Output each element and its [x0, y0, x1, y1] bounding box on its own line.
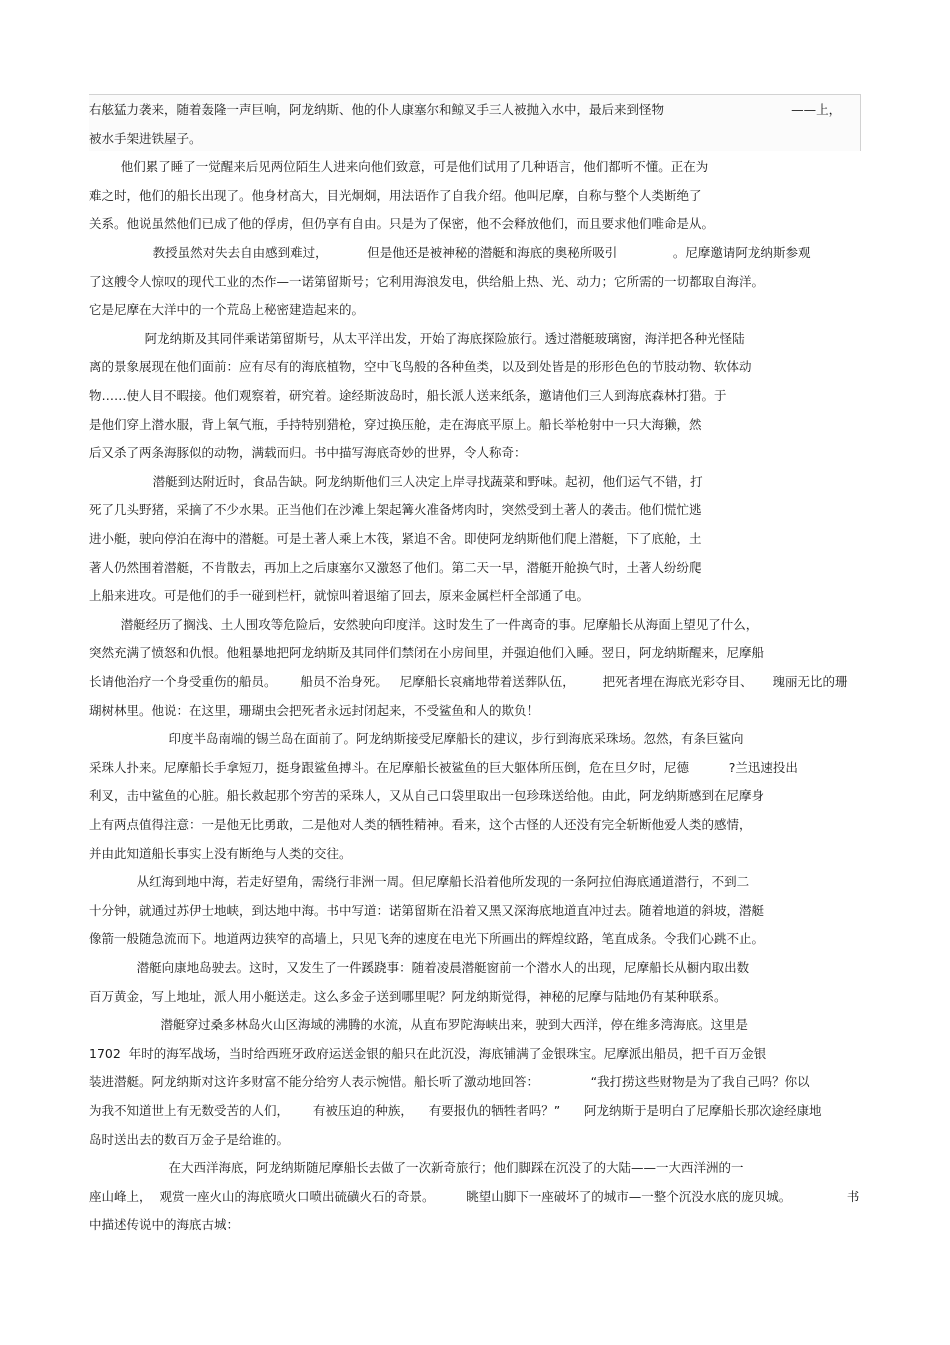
text-line: 岛时送出去的数百万金子是给谁的。: [89, 1131, 290, 1147]
text-line: 死了几头野猪，采摘了不少水果。正当他们在沙滩上架起篝火准备烤肉时，突然受到土著人的袭击。他们慌忙逃: [89, 502, 702, 518]
text-line: 物……使人目不暇接。他们观察着，研究着。途经斯波岛时，船长派人送来纸条，邀请他们三人到海底森林打猎。于: [89, 388, 727, 403]
text-line: 教授虽然对失去自由感到难过， 但是他还是被神秘的潜艇和海底的奥秘所吸引 。尼摩邀请阿龙纳斯参观: [89, 245, 811, 260]
text-line: 中描述传说中的海底古城：: [89, 1217, 240, 1233]
text-line: 并由此知道船长事实上没有断绝与人类的交往。: [89, 845, 352, 861]
text-line: 是他们穿上潜水服，背上氧气瓶，手持特别猎枪，穿过换压舱，走在海底平原上。船长举枪射中一只大海獭，然: [89, 416, 702, 432]
text-line: 了这艘令人惊叹的现代工业的杰作—一诺第留斯号；它利用海浪发电，供给船上热、光、动力；它所需的一切都取自海洋。: [89, 273, 765, 289]
text-line: 上有两点值得注意：一是他无比勇敢，二是他对人类的牺牲精神。看来，这个古怪的人还没有完全斩断他爱人类的感情，: [89, 817, 752, 832]
text-line: 从红海到地中海，若走好望角，需绕行非洲一周。但尼摩船长沿着他所发现的一条阿拉伯海底通道潜行，不到二: [89, 874, 750, 890]
text-line: 像箭一般随急流而下。地道两边狭窄的高墙上，只见飞奔的速度在电光下所画出的辉煌纹路，笔直成条。令我们心跳不止。: [89, 931, 765, 947]
text-line: 离的景象展现在他们面前：应有尽有的海底植物，空中飞鸟般的各种鱼类，以及到处皆是的形形色色的节肢动物、软体动: [89, 359, 752, 375]
text-line: 长请他治疗一个身受重伤的船员。 船员不治身死。 尼摩船长哀痛地带着送葬队伍， 把死者埋在海底光彩夺目、 瑰丽无比的珊: [89, 674, 848, 689]
text-line: 1702 年时的海军战场，当时给西班牙政府运送金银的船只在此沉没，海底铺满了金银珠宝。尼摩派出船员，把千百万金银: [89, 1045, 767, 1061]
text-line: 关系。他说虽然他们已成了他的俘虏，但仍享有自由。只是为了保密，他不会释放他们，而且要求他们唯命是从。: [89, 216, 715, 232]
text-line: 潜艇到达附近时，食品告缺。阿龙纳斯他们三人决定上岸寻找蔬菜和野味。起初，他们运气不错，打: [89, 473, 703, 489]
text-line: 上船来进攻。可是他们的手一碰到栏杆，就惊叫着退缩了回去，原来金属栏杆全部通了电。: [89, 588, 590, 604]
text-line: 百万黄金，写上地址，派人用小艇送走。这么多金子送到哪里呢？阿龙纳斯觉得，神秘的尼摩与陆地仍有某种联系。: [89, 988, 727, 1004]
text-line: 利叉，击中鲨鱼的心脏。船长救起那个穷苦的采珠人，又从自己口袋里取出一包珍珠送给他。由此，阿龙纳斯感到在尼摩身: [89, 788, 765, 804]
text-line: 潜艇穿过桑多林岛火山区海域的沸腾的水流，从直布罗陀海峡出来，驶到大西洋，停在维多湾海底。这里是: [89, 1017, 749, 1033]
text-line: 瑚树林里。他说：在这里，珊瑚虫会把死者永远封闭起来，不受鲨鱼和人的欺负！: [89, 702, 540, 718]
text-line: 座山峰上， 观赏一座火山的海底喷火口喷出硫磺火石的奇景。 眺望山脚下一座破坏了的城市—一整个沉没水底的庞贝城。 书: [89, 1188, 860, 1204]
text-line: 采珠人扑来。尼摩船长手拿短刀，挺身跟鲨鱼搏斗。在尼摩船长被鲨鱼的巨大躯体所压倒，危在旦夕时，尼德 ?兰迅速投出: [89, 759, 798, 775]
text-line: 阿龙纳斯及其同伴乘诺第留斯号，从太平洋出发，开始了海底探险旅行。透过潜艇玻璃窗，海洋把各种光怪陆: [89, 330, 745, 346]
text-line: 后又杀了两条海豚似的动物，满载而归。书中描写海底奇妙的世界，令人称奇：: [89, 445, 527, 461]
text-line: 潜艇向康地岛驶去。这时，又发生了一件蹊跷事：随着凌晨潜艇窗前一个潜水人的出现，尼摩船长从橱内取出数: [89, 960, 750, 975]
text-line: 突然充满了愤怒和仇恨。他粗暴地把阿龙纳斯及其同伴们禁闭在小房间里，并强迫他们入睡。翌日，阿龙纳斯醒来，尼摩船: [89, 645, 765, 661]
text-line: 十分钟，就通过苏伊士地峡，到达地中海。书中写道：诺第留斯在沿着又黑又深海底地道直冲过去。随着地道的斜坡，潜艇: [89, 902, 765, 918]
text-line: 在大西洋海底，阿龙纳斯随尼摩船长去做了一次新奇旅行；他们脚踩在沉没了的大陆——一大西洋洲的一: [89, 1160, 744, 1176]
text-line: 他们累了睡了一觉醒来后见两位陌生人进来向他们致意，可是他们试用了几种语言，他们都听不懂。正在为: [89, 159, 709, 175]
text-line: 难之时，他们的船长出现了。他身材高大，目光炯炯，用法语作了自我介绍。他叫尼摩，自称与整个人类断绝了: [89, 187, 702, 203]
text-line: 被水手架进铁屋子。: [89, 130, 202, 146]
text-line: 为我不知道世上有无数受苦的人们， 有被压迫的种族， 有要报仇的牺牲者吗？” 阿龙纳斯于是明白了尼摩船长那次途经康地: [89, 1103, 822, 1118]
text-line: 进小艇，驶向停泊在海中的潜艇。可是土著人乘上木筏，紧追不舍。即使阿龙纳斯他们爬上潜艇，下了底舱，土: [89, 531, 702, 546]
text-line: 右舷猛力袭来，随着轰隆一声巨响，阿龙纳斯、他的仆人康塞尔和鲸叉手三人被抛入水中，最后来到怪物 ——上，: [89, 102, 842, 117]
text-line: 印度半岛南端的锡兰岛在面前了。阿龙纳斯接受尼摩船长的建议，步行到海底采珠场。忽然，有条巨鲨向: [89, 731, 744, 747]
text-line: 它是尼摩在大洋中的一个荒岛上秘密建造起来的。: [89, 302, 365, 318]
text-line: 潜艇经历了搁浅、土人围攻等危险后，安然驶向印度洋。这时发生了一件离奇的事。尼摩船长从海面上望见了什么，: [89, 616, 759, 632]
text-line: 著人仍然围着潜艇，不肯散去，再加上之后康塞尔又激怒了他们。第二天一早，潜艇开舱换气时，土著人纷纷爬: [89, 559, 702, 575]
text-line: 装进潜艇。阿龙纳斯对这许多财富不能分给穷人表示惋惜。船长听了激动地回答： “我打捞这些财物是为了我自己吗？你以: [89, 1074, 810, 1090]
